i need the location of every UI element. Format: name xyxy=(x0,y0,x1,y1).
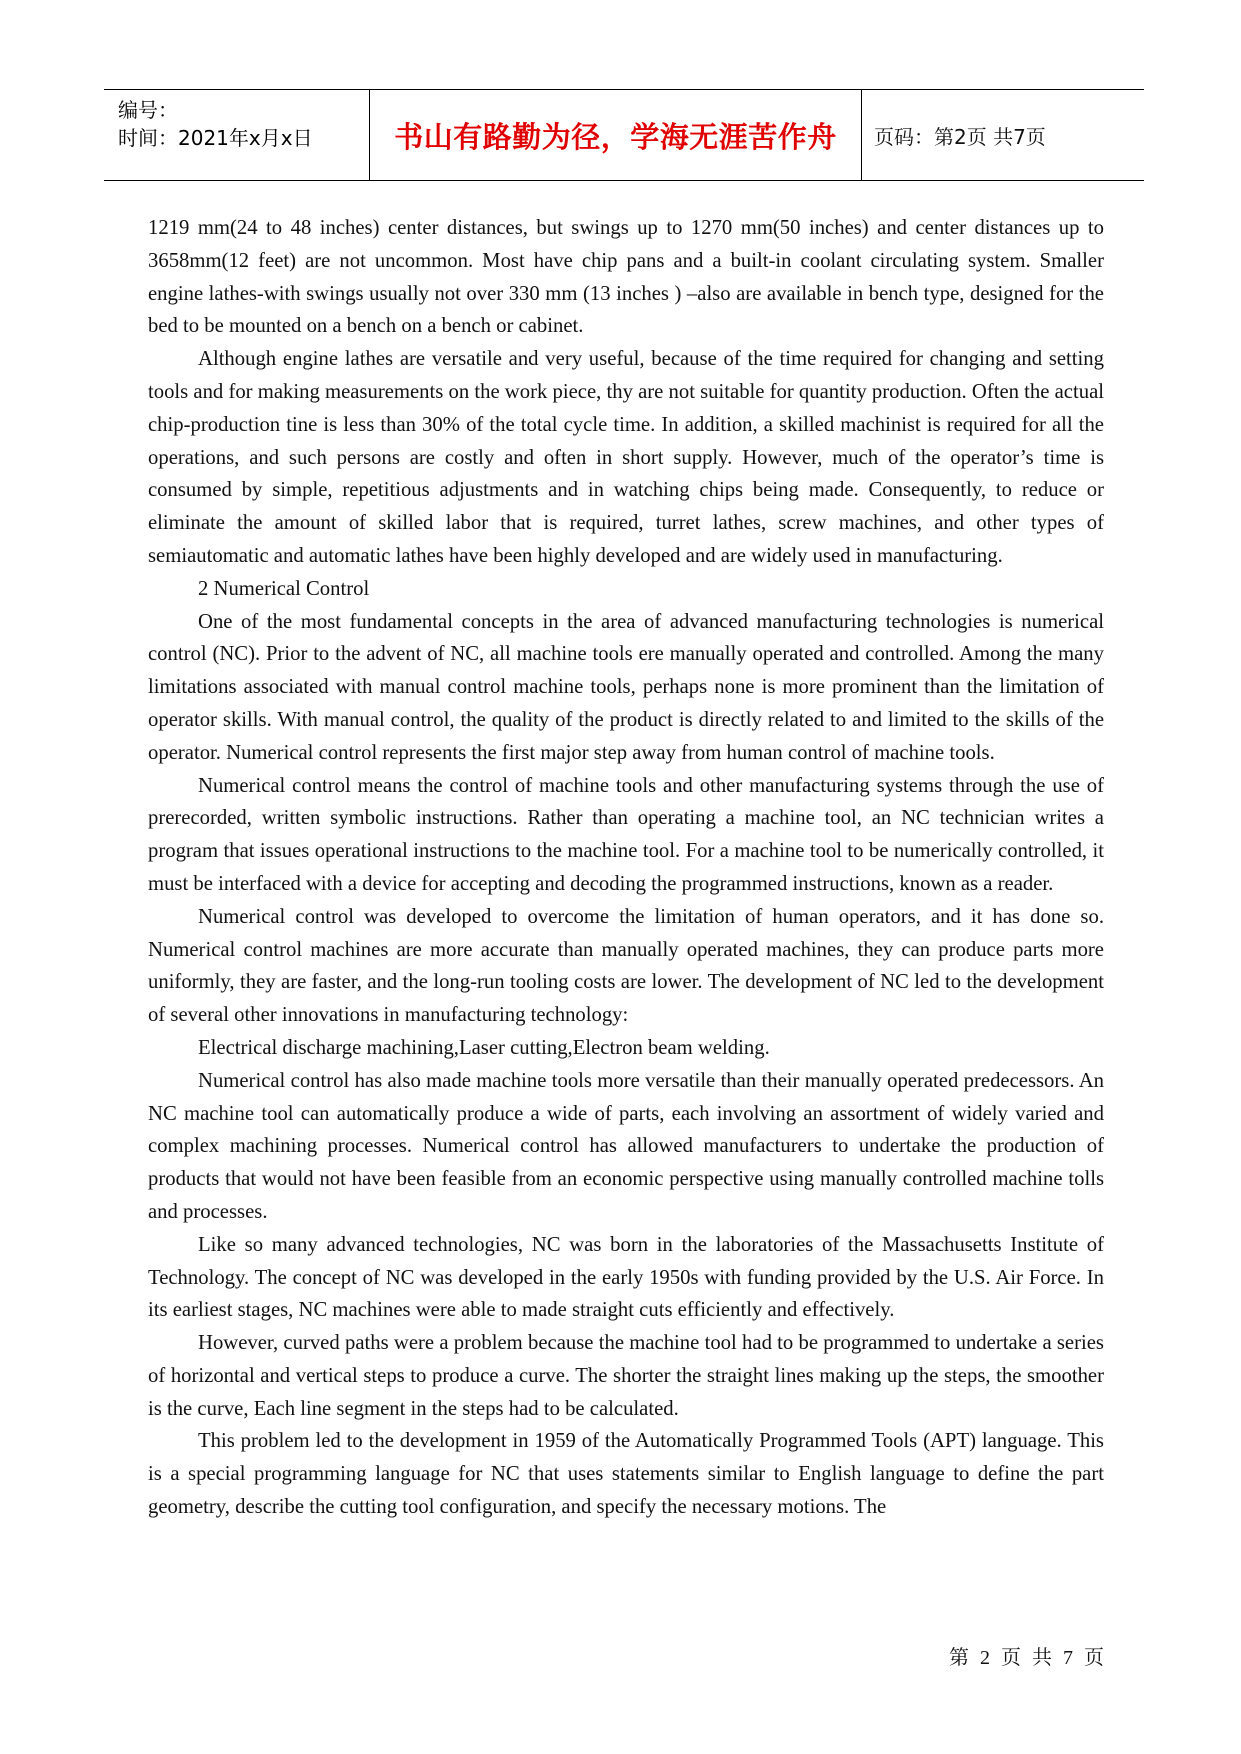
motto-text: 书山有路勤为径，学海无涯苦作舟 xyxy=(394,119,837,154)
paragraph-2: Although engine lathes are versatile and very useful, because of the time required for changing and setting tools and for making measurements on the work piece, thy are not suitable for quantity production. Often the actual chip-production tine is less than 30% of the total cycle time. In addition, a skilled machinist is required for all the operations, and such persons are costly and often in short supply. However, much of the operator’s time is consumed by simple, repetitious adjustments and in watching chips being made. Consequently, to reduce or eliminate the amount of skilled labor that is required, turret lathes, screw machines, and other types of semiautomatic and automatic lathes have been highly developed and are widely used in manufacturing. xyxy=(148,348,1104,567)
section-heading: 2 Numerical Control xyxy=(198,577,370,600)
paragraph-5: Numerical control was developed to overcome the limitation of human operators, and it has done so. Numerical control machines are more accurate than manually operated machines, they can produce parts more uniformly, they are faster, and the long-run tooling costs are lower. The development of NC led to the development of several other innovations in manufacturing technology: xyxy=(148,905,1104,1027)
paragraph-6: Electrical discharge machining,Laser cutting,Electron beam welding. xyxy=(198,1036,770,1059)
paragraph-4: Numerical control means the control of machine tools and other manufacturing systems through the use of prerecorded, written symbolic instructions. Rather than operating a machine tool, an NC technician writes a program that issues operational instructions to the machine tool. For a machine tool to be numerically controlled, it must be interfaced with a device for accepting and decoding the programmed instructions, known as a reader. xyxy=(148,774,1104,895)
header-page-cell xyxy=(862,90,1144,180)
number-label: 编号： xyxy=(118,98,178,122)
paragraph-9: However, curved paths were a problem because the machine tool had to be programmed to undertake a series of horizontal and vertical steps to produce a curve. The shorter the straight lines making up the steps, the smoother is the curve, Each line segment in the steps had to be calculated. xyxy=(148,1332,1104,1420)
paragraph-7: Numerical control has also made machine tools more versatile than their manually operated predecessors. An NC machine tool can automatically produce a wide of parts, each involving an assortment of widely varied and complex machining processes. Numerical control has allowed manufacturers to undertake the production of products that would not have been feasible from an economic perspective using manually controlled machine tolls and processes. xyxy=(148,1069,1104,1223)
header-info-cell xyxy=(104,90,370,180)
body-text xyxy=(148,212,1104,1524)
paragraph-1: 1219 mm(24 to 48 inches) center distances, but swings up to 1270 mm(50 inches) and center distances up to 3658mm(12 feet) are not uncommon. Most have chip pans and a built-in coolant circulating system. Smaller engine lathes-with swings usually not over 330 mm (13 inches ) –also are available in bench type, designed for the bed to be mounted on a bench on a bench or cabinet. xyxy=(148,217,1104,338)
page-code: 页码：第2页 共7页 xyxy=(874,124,1046,149)
header-motto-cell xyxy=(370,90,862,180)
paragraph-10: This problem led to the development in 1959 of the Automatically Programmed Tools (APT) language. This is a special programming language for NC that uses statements similar to English language to define the part geometry, describe the cutting tool configuration, and specify the necessary motions. The xyxy=(148,1430,1104,1519)
paragraph-3: One of the most fundamental concepts in the area of advanced manufacturing technologies is numerical control (NC). Prior to the advent of NC, all machine tools ere manually operated and controlled. Among the many limitations associated with manual control machine tools, perhaps none is more prominent than the limitation of operator skills. With manual control, the quality of the product is directly related to and limited to the skills of the operator. Numerical control represents the first major step away from human control of machine tools. xyxy=(148,610,1104,764)
page-header xyxy=(104,89,1144,181)
page-footer: 第 2 页 共 7 页 xyxy=(949,1647,1104,1669)
time-label: 时间：2021年x月x日 xyxy=(118,126,313,150)
paragraph-8: Like so many advanced technologies, NC was born in the laboratories of the Massachusetts Institute of Technology. The concept of NC was developed in the early 1950s with funding provided by the U.S. Air Force. In its earliest stages, NC machines were able to made straight cuts efficiently and effectively. xyxy=(148,1233,1104,1322)
